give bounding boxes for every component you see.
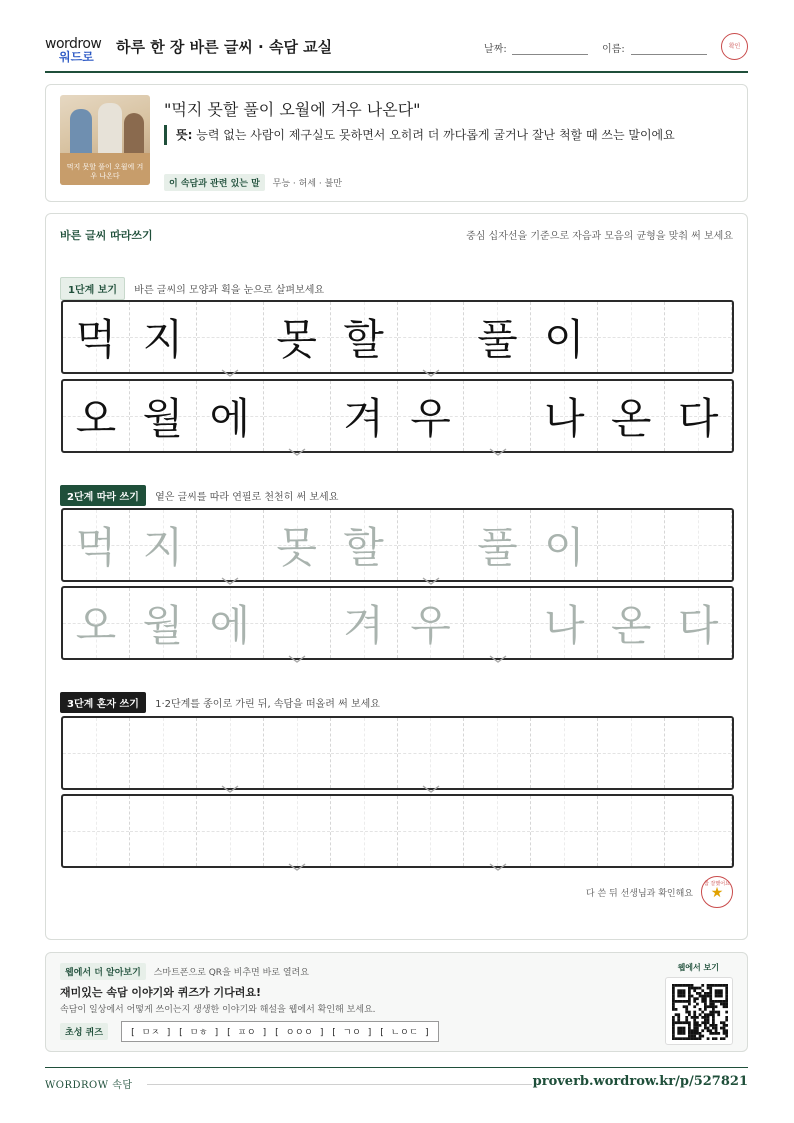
grid-char: 풀	[477, 315, 518, 364]
grid-char: 지	[142, 315, 184, 364]
good-job-stamp-icon	[701, 876, 733, 908]
web-tag-label: 웹에서 더 알아보기	[60, 963, 146, 980]
step2-badge: 2단계 따라 쓰기	[60, 485, 146, 506]
space-mark-icon	[288, 856, 306, 864]
quiz-label: 초성 퀴즈	[60, 1023, 108, 1040]
name-label: 이름:	[602, 44, 625, 55]
star-icon: ★	[710, 885, 724, 901]
step2-row-1[interactable]	[61, 508, 734, 582]
space-mark-icon	[288, 648, 306, 656]
grid-cell[interactable]	[398, 588, 465, 658]
grid-cell[interactable]	[130, 718, 197, 788]
grid-cell[interactable]	[63, 718, 130, 788]
space-mark-icon	[489, 856, 507, 864]
grid-cell	[63, 381, 130, 451]
space-mark-icon	[288, 441, 306, 449]
grid-cell	[63, 302, 130, 372]
grid-char: 못	[276, 523, 317, 572]
grid-char: 이	[544, 523, 585, 572]
qr-label: 웹에서 보기	[677, 963, 719, 972]
grid-char: 우	[410, 601, 451, 650]
step3-desc: 1·2단계를 종이로 가린 뒤, 속담을 떠올려 써 보세요	[155, 699, 380, 710]
grid-cell[interactable]	[197, 588, 264, 658]
space-mark-icon	[489, 648, 507, 656]
grid-cell	[398, 381, 465, 451]
grid-char: 할	[343, 315, 384, 364]
step2-row-2[interactable]	[61, 586, 734, 660]
grid-cell	[665, 381, 732, 451]
grid-cell[interactable]	[665, 588, 732, 658]
grid-cell[interactable]	[598, 510, 665, 580]
grid-char: 지	[142, 523, 184, 572]
step1-row-2	[61, 379, 734, 453]
proverb-illustration	[60, 95, 150, 185]
wordrow-logo	[45, 34, 107, 64]
date-field[interactable]	[512, 54, 588, 55]
step1-badge: 1단계 보기	[60, 277, 125, 300]
grid-cell[interactable]	[665, 796, 732, 866]
grid-char: 못	[276, 315, 317, 364]
space-mark-icon	[489, 441, 507, 449]
grid-char: 겨	[343, 394, 384, 443]
grid-cell[interactable]	[598, 796, 665, 866]
web-promo-card	[45, 952, 748, 1052]
grid-cell[interactable]	[665, 510, 732, 580]
grid-cell	[665, 302, 732, 372]
proverb-card	[45, 84, 748, 202]
related-list: 무능 · 허세 · 불만	[272, 179, 342, 189]
grid-cell[interactable]	[197, 796, 264, 866]
grid-char: 에	[209, 601, 251, 650]
page-footer	[45, 1067, 748, 1097]
space-mark-icon	[422, 570, 440, 578]
grid-cell[interactable]	[130, 510, 197, 580]
space-mark-icon	[221, 362, 239, 370]
grid-char: 다	[677, 601, 719, 650]
practice-title: 바른 글씨 따라쓰기	[60, 229, 153, 242]
grid-char: 나	[544, 394, 585, 443]
grid-cell[interactable]	[531, 718, 598, 788]
grid-cell[interactable]	[464, 718, 531, 788]
check-text: 다 쓴 뒤 선생님과 확인해요	[585, 888, 693, 899]
illustration-caption: 먹지 못할 풀이 오월에 겨우 나온다	[66, 163, 144, 180]
logo-hangul: 워드로	[59, 50, 94, 64]
check-seal-icon	[721, 33, 748, 60]
grid-cell[interactable]	[398, 796, 465, 866]
stamp-text: 참 잘했어요	[704, 881, 730, 887]
teacher-check	[586, 876, 733, 908]
practice-card	[45, 213, 748, 940]
proverb-title: "먹지 못할 풀이 오월에 겨우 나온다"	[164, 100, 421, 119]
step3-badge: 3단계 혼자 쓰기	[60, 692, 146, 713]
grid-cell[interactable]	[331, 718, 398, 788]
grid-cell	[531, 302, 598, 372]
grid-char: 온	[610, 394, 652, 443]
grid-cell	[598, 302, 665, 372]
grid-char: 월	[142, 601, 184, 650]
grid-cell[interactable]	[63, 510, 130, 580]
grid-char: 겨	[343, 601, 384, 650]
grid-cell[interactable]	[331, 510, 398, 580]
web-title: 재미있는 속담 이야기와 퀴즈가 기다려요!	[60, 986, 261, 999]
grid-cell	[130, 302, 197, 372]
practice-hint: 중심 십자선을 기준으로 자음과 모음의 균형을 맞춰 써 보세요	[466, 231, 733, 242]
grid-cell	[464, 302, 531, 372]
grid-cell[interactable]	[531, 510, 598, 580]
grid-char: 먹	[75, 315, 117, 364]
grid-cell[interactable]	[464, 510, 531, 580]
meaning-text: 능력 없는 사람이 제구실도 못하면서 오히려 더 까다롭게 굴거나 잘난 척할 때 쓰는 말이에요	[196, 128, 675, 142]
web-tag	[60, 963, 309, 980]
grid-char: 나	[544, 601, 585, 650]
footer-divider	[147, 1084, 532, 1085]
grid-cell[interactable]	[63, 796, 130, 866]
step1-heading	[60, 277, 324, 300]
grid-cell[interactable]	[598, 718, 665, 788]
quiz-box: [ ㅁㅈ ] [ ㅁㅎ ] [ ㅍㅇ ] [ ㅇㅇㅇ ] [ ㄱㅇ ] [ ㄴㅇㄷ ]	[121, 1021, 439, 1042]
step1-desc: 바른 글씨의 모양과 획을 눈으로 살펴보세요	[134, 285, 325, 296]
space-mark-icon	[422, 778, 440, 786]
grid-cell	[197, 381, 264, 451]
space-mark-icon	[422, 362, 440, 370]
grid-char: 온	[610, 601, 652, 650]
web-desc: 속담이 일상에서 어떻게 쓰이는지 생생한 이야기와 해설을 웹에서 확인해 보세요.	[60, 1005, 376, 1015]
date-label: 날짜:	[484, 44, 507, 55]
step2-heading	[60, 485, 338, 506]
grid-char: 풀	[477, 523, 518, 572]
grid-cell	[331, 381, 398, 451]
grid-cell[interactable]	[531, 588, 598, 658]
step3-row-2[interactable]	[61, 794, 734, 868]
qr-code-icon[interactable]	[665, 977, 733, 1045]
grid-char: 우	[410, 394, 451, 443]
footer-brand: WORDROW 속담	[45, 1080, 133, 1091]
footer-url[interactable]: proverb.wordrow.kr/p/527821	[532, 1074, 748, 1089]
web-tag-desc: 스마트폰으로 QR을 비추면 바로 열려요	[153, 968, 309, 978]
grid-cell	[331, 302, 398, 372]
grid-char: 월	[142, 394, 184, 443]
grid-char: 이	[544, 315, 585, 364]
grid-cell	[264, 302, 331, 372]
step3-row-1[interactable]	[61, 716, 734, 790]
grid-cell[interactable]	[598, 588, 665, 658]
grid-cell[interactable]	[531, 796, 598, 866]
grid-cell[interactable]	[264, 510, 331, 580]
page-header	[45, 30, 748, 73]
grid-cell[interactable]	[331, 796, 398, 866]
seal-text: 확인	[728, 43, 741, 50]
initial-quiz	[60, 1021, 439, 1042]
grid-cell	[531, 381, 598, 451]
grid-char: 먹	[75, 523, 117, 572]
grid-char: 오	[75, 601, 117, 650]
grid-char: 에	[209, 394, 251, 443]
grid-cell[interactable]	[264, 718, 331, 788]
grid-char: 할	[343, 523, 384, 572]
proverb-meaning	[164, 125, 724, 145]
grid-cell[interactable]	[665, 718, 732, 788]
name-field[interactable]	[631, 54, 707, 55]
grid-cell[interactable]	[130, 796, 197, 866]
step1-row-1	[61, 300, 734, 374]
grid-char: 다	[677, 394, 719, 443]
grid-char: 오	[75, 394, 117, 443]
space-mark-icon	[221, 778, 239, 786]
meaning-label: 뜻:	[176, 128, 193, 142]
grid-cell	[598, 381, 665, 451]
grid-cell[interactable]	[130, 588, 197, 658]
related-label: 이 속담과 관련 있는 말	[164, 174, 265, 191]
step2-desc: 옅은 글씨를 따라 연필로 천천히 써 보세요	[155, 492, 339, 503]
grid-cell[interactable]	[331, 588, 398, 658]
space-mark-icon	[221, 570, 239, 578]
step3-heading	[60, 692, 380, 713]
page-title: 하루 한 장 바른 글씨 · 속담 교실	[116, 38, 333, 56]
grid-cell	[130, 381, 197, 451]
related-words	[164, 174, 342, 191]
grid-cell[interactable]	[63, 588, 130, 658]
logo-word: wordrow	[45, 36, 102, 52]
